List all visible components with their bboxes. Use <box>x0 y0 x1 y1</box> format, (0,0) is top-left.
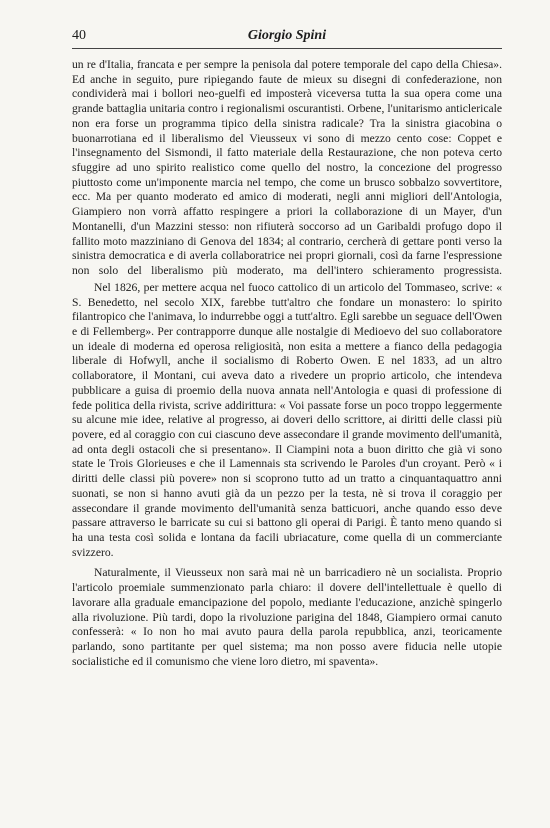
paragraph-naturalmente: Naturalmente, il Vieusseux non sarà mai nè un barricadiero nè un socialista. Proprio l'articolo proemiale summenzionato parla chiaro: il dovere dell'intellettuale è quello di lavorare alla graduale emancipazione del popolo, mediante l'educazione, anzichè spingerlo alla rivoluzione. Più tardi, dopo la rivoluzione parigina del 1848, Giampiero ormai canuto confesserà: « Io non ho mai avuto paura della parola repubblica, anzi, teoricamente parlando, sono partitante per quel sistema; ma non posso avere fiducia nelle utopie socialistiche ed il comunismo che viene loro dietro, mi spaventa». <box>72 566 502 668</box>
paragraph-continuation: un re d'Italia, francata e per sempre la penisola dal potere temporale del capo della Chiesa». Ed anche in seguito, pure ripiegando faute de mieux su disegni di confederazione, non condividerà mai i bollori neo-guelfi ed imposterà viceversa tutta la sua opera come una grande battaglia unitaria contro i regionalismi oscurantisti. Orbene, l'unitarismo anticlericale non era forse un programma tipico della sinistra radicale? Tra la sinistra giacobina o buonarrotiana ed il liberalismo del Vieusseux vi sono di mezzo cento cose: Coppet e l'insegnamento del Sismondi, il fatto materiale della Restaurazione, che non poteva certo sfuggire ad uno spirito realistico come quello del nostro, la concezione del progresso piuttosto come un'imponente marcia nel tempo, che come un brusco sobbalzo sovvertitore, ecc. Ma per quanto moderato ed amico di moderati, negli anni migliori dell'Antologia, Giampiero non vorrà affatto respingere a priori la collaborazione di un Mayer, d'un Montanelli, d'un Mazzini stesso: non rifiuterà soccorso ad un Garibaldi profugo dopo il fallito moto mazziniano di Genova del 1834; al contrario, cercherà di gettare ponti verso la sinistra democratica e di averla collaboratrice nei propri giornali, così da farne l'espressione non solo del liberalismo più moderato, ma dell'intero schieramento progressista. <box>72 58 502 278</box>
page-header <box>72 28 502 49</box>
paragraph-tommaseo: Nel 1826, per mettere acqua nel fuoco cattolico di un articolo del Tommaseo, scrive: « S. Benedetto, nel secolo XIX, farebbe tutt'altro che fondare un monastero: lo spirito filantropico che l'animava, lo indurrebbe oggi a tutt'altro. Egli sarebbe un seguace dell'Owen e di Fellemberg». Per contrapporre dunque alle nostalgie di Medioevo del suo collaboratore un ideale di moderna ed operosa religiosità, non esita a mettere a fianco della pedagogia liberale di Hofwyll, anche il socialismo di Roberto Owen. E nel 1833, ad un altro collaboratore, il Montani, cui aveva dato a rivedere un proprio articolo, che intendeva pubblicare a guisa di proemio della nuova annata nell'Antologia e quasi di professione di fede politica della rivista, scrive addirittura: « Voi passate forse un poco troppo leggermente su alcune mie idee, relative al progresso, ai doveri dello scrittore, ai diritti delle classi più povere, ed al coraggio con cui ciascuno deve assecondare il grande movimento dell'umanità, ad onta degli ostacoli che si presentano». Il Ciampini nota a buon diritto che già vi sono state le Trois Glorieuses e che il Lamennais sta scrivendo le Paroles d'un croyant. Però « i diritti delle classi più povere» non si scoprono tutto ad un tratto a cinquantaquattro anni suonati, se non si hanno avuti già da un pezzo per la testa, nè si trova il coraggio per assecondare il grande movimento dell'umanità senza batticuori, anche quando esso deve passare attraverso le barricate su cui si battono gli operai di Parigi. È tanto meno quando si ha una testa così solida e lontana da facili ubriacature, come quella di un commerciante svizzero. <box>72 280 502 559</box>
running-title: Giorgio Spini <box>247 28 327 43</box>
page-number: 40 <box>72 28 86 43</box>
body-text <box>72 58 502 671</box>
